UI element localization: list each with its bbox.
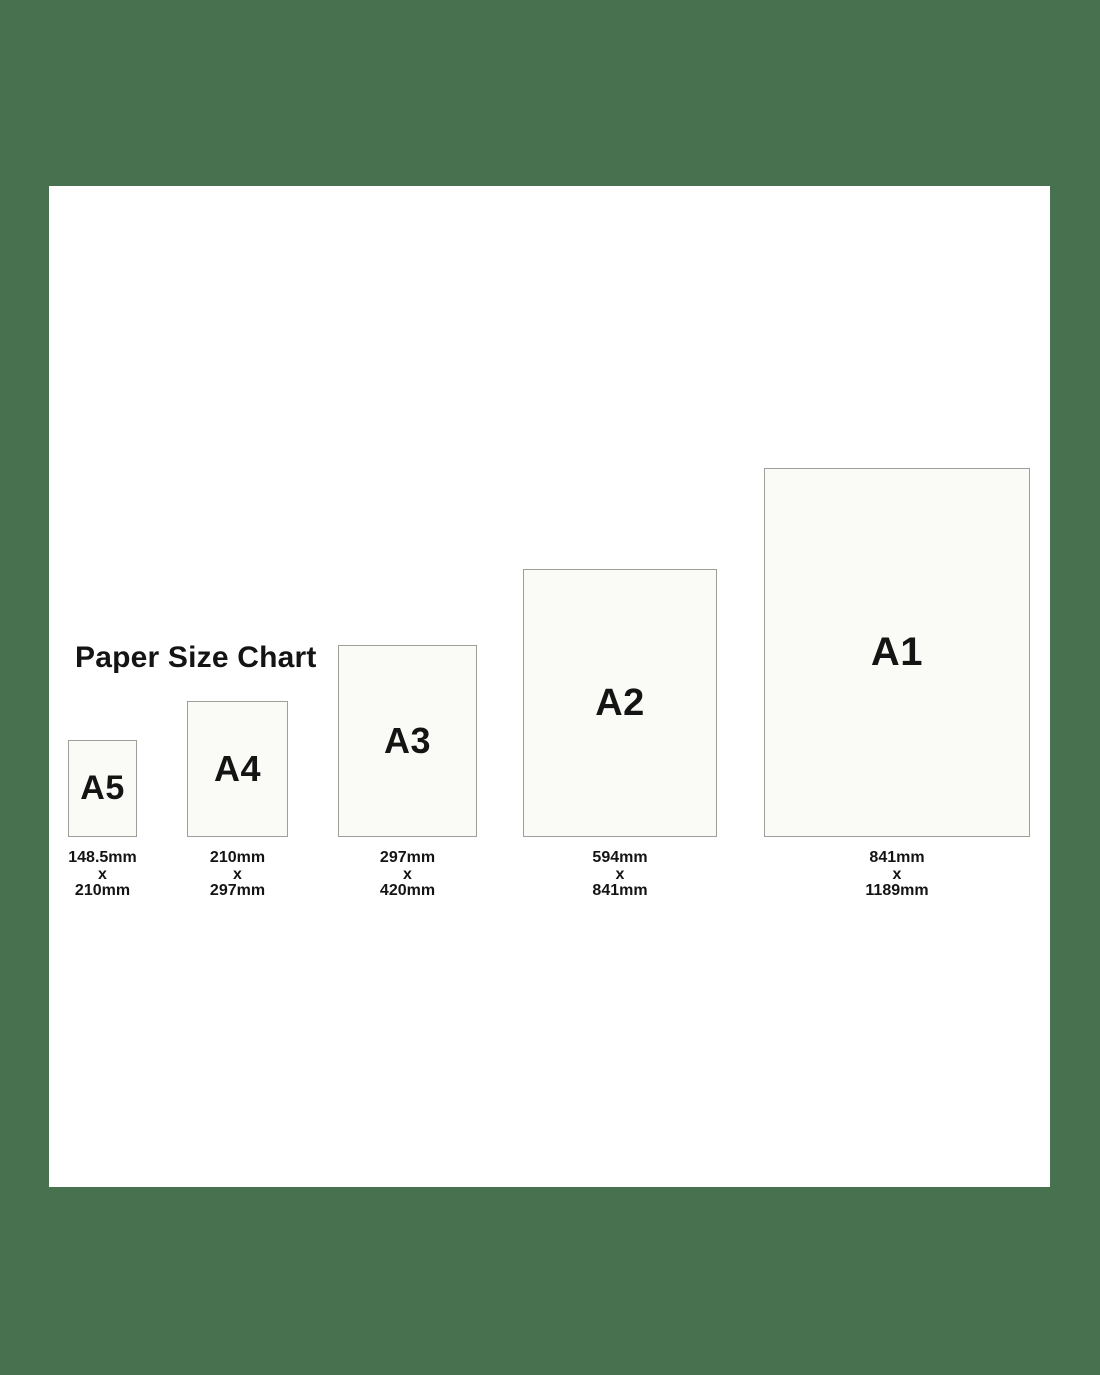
paper-height-value: 297mm [209, 882, 266, 899]
paper-size-name: A2 [595, 681, 645, 724]
paper-width-value: 210mm [209, 849, 266, 866]
paper-width-value: 297mm [379, 849, 436, 866]
paper-height-value: 210mm [74, 882, 131, 899]
dimension-separator: x [233, 865, 242, 883]
paper-height-value: 1189mm [865, 882, 929, 899]
paper-sheet [764, 468, 1030, 837]
paper-sheet [523, 569, 717, 837]
paper-size-name: A3 [383, 720, 432, 761]
paper-dimensions-label [153, 850, 323, 900]
paper-sheet [187, 701, 288, 837]
paper-height-value: 420mm [379, 882, 436, 899]
paper-dimensions-label [535, 850, 705, 900]
dimension-separator: x [98, 865, 107, 883]
paper-height-value: 841mm [592, 882, 648, 899]
paper-size-name: A1 [870, 630, 924, 674]
paper-sheet [68, 740, 137, 837]
dimension-separator: x [403, 865, 412, 883]
dimension-separator: x [615, 865, 625, 883]
paper-dimensions-label [323, 850, 493, 900]
paper-size-name: A4 [213, 748, 262, 789]
paper-width-value: 841mm [869, 849, 925, 866]
dimension-separator: x [892, 865, 902, 883]
paper-width-value: 148.5mm [68, 849, 137, 866]
paper-dimensions-label [812, 850, 982, 900]
paper-width-value: 594mm [592, 849, 648, 866]
paper-size-name: A5 [80, 769, 125, 807]
page-title: Paper Size Chart [75, 641, 317, 674]
chart-card [49, 186, 1050, 1187]
paper-sheet [338, 645, 477, 837]
